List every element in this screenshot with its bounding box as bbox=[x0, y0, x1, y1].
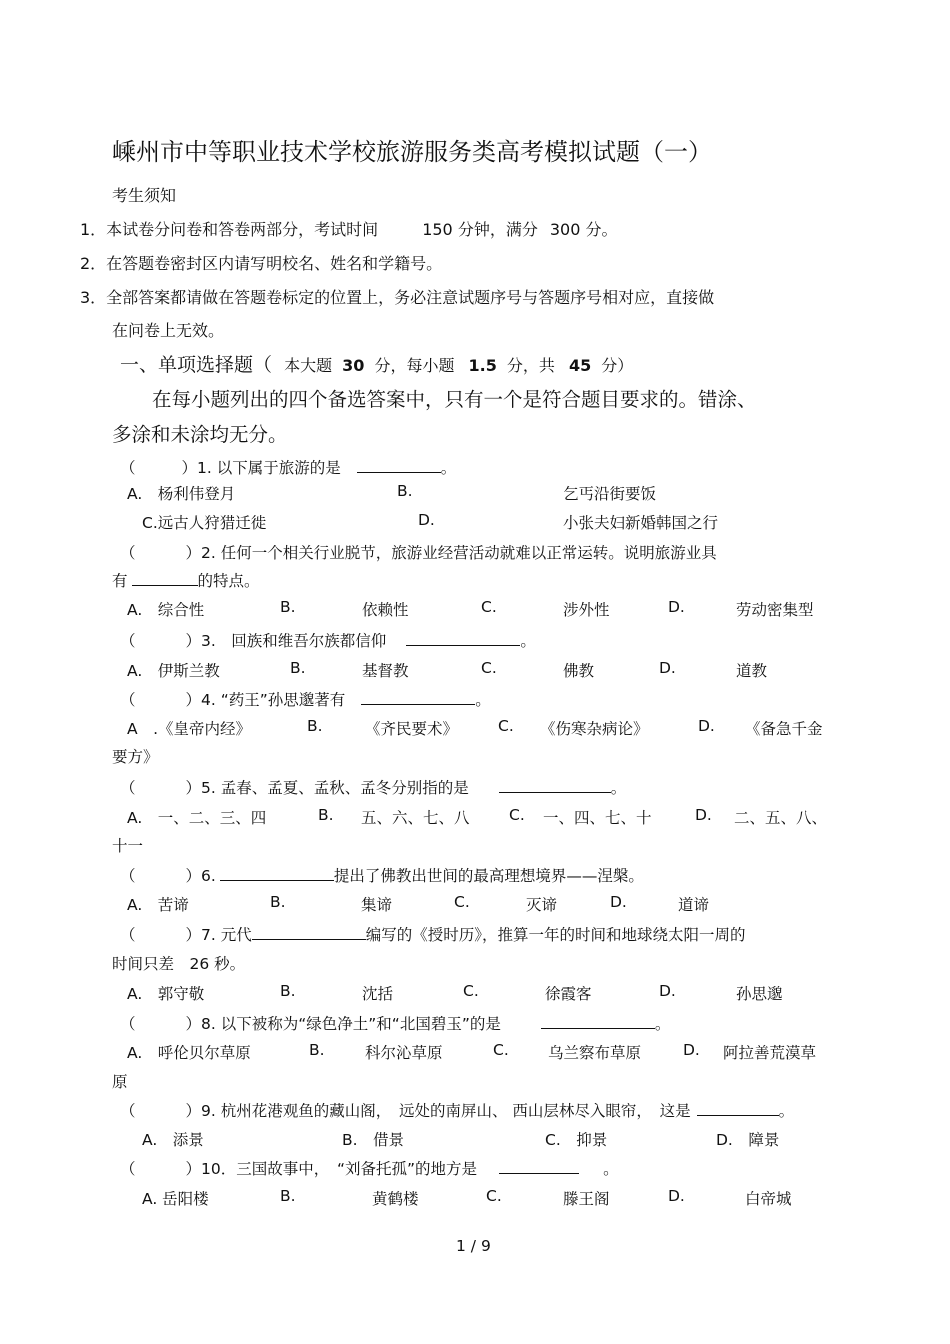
q4-option-d-text: 《备急千金 bbox=[745, 720, 823, 738]
q7-option-b: B. bbox=[280, 982, 296, 1000]
question-2: （ ）2. 任何一个相关行业脱节，旅游业经营活动就难以正常运转。说明旅游业具 bbox=[120, 544, 717, 562]
q6-option-d-text: 道谛 bbox=[678, 896, 710, 914]
q4-option-d-text-cont: 要方》 bbox=[112, 748, 159, 766]
q10-option-b: B. bbox=[280, 1187, 296, 1205]
q7-option-c: C. bbox=[463, 982, 479, 1000]
q8-option-b: B. bbox=[309, 1041, 325, 1059]
q5-option-d-text-cont: 十一 bbox=[112, 837, 144, 855]
question-6: （ ）6. 提出了佛教出世间的最高理想境界——涅槃。 bbox=[120, 864, 644, 886]
q4-option-a: A .《皇帝内经》 bbox=[127, 720, 252, 738]
q2-option-b-text: 依赖性 bbox=[362, 601, 409, 619]
q7-option-c-text: 徐霞客 bbox=[545, 985, 592, 1003]
q3-option-c-text: 佛教 bbox=[563, 662, 595, 680]
q5-option-d: D. bbox=[695, 806, 712, 824]
q6-option-d: D. bbox=[610, 893, 627, 911]
q8-option-c-text: 乌兰察布草原 bbox=[548, 1044, 642, 1062]
q7-option-a: A. 郭守敬 bbox=[127, 985, 205, 1003]
q1-option-b-text: 乞丐沿街要饭 bbox=[563, 485, 657, 503]
question-4: （ ）4. “药王”孙思邈著有 。 bbox=[120, 688, 491, 710]
q10-option-c: C. bbox=[486, 1187, 502, 1205]
question-8: （ ）8. 以下被称为“绿色净土”和“北国碧玉”的是 。 bbox=[120, 1012, 670, 1034]
q9-option-b: B. 借景 bbox=[342, 1131, 405, 1149]
q9-option-c: C. 抑景 bbox=[545, 1131, 608, 1149]
question-3: （ ）3. 回族和维吾尔族都信仰 。 bbox=[120, 629, 536, 651]
q9-option-d: D. 障景 bbox=[716, 1131, 780, 1149]
q8-option-d-text-cont: 原 bbox=[112, 1073, 128, 1091]
q8-option-d-text: 阿拉善荒漠草 bbox=[723, 1044, 817, 1062]
q5-option-b: B. bbox=[318, 806, 334, 824]
q4-option-b: B. bbox=[307, 717, 323, 735]
q1-option-a: A. 杨利伟登月 bbox=[127, 485, 236, 503]
q3-option-a: A. 伊斯兰教 bbox=[127, 662, 220, 680]
question-5: （ ）5. 孟春、孟夏、孟秋、孟冬分别指的是 。 bbox=[120, 776, 626, 798]
q4-option-c: C. bbox=[498, 717, 514, 735]
q5-option-b-text: 五、六、七、八 bbox=[361, 809, 470, 827]
notice-item-3-cont: 在问卷上无效。 bbox=[112, 321, 225, 340]
q2-option-b: B. bbox=[280, 598, 296, 616]
q5-option-d-text: 二、五、八、 bbox=[734, 809, 828, 827]
q6-option-a: A. 苦谛 bbox=[127, 896, 189, 914]
q3-option-b-text: 基督教 bbox=[362, 662, 409, 680]
question-9: （ ）9. 杭州花港观鱼的藏山阁， 远处的南屏山、 西山层林尽入眼帘， 这是 。 bbox=[120, 1099, 794, 1121]
question-10: （ ）10．三国故事中， “刘备托孤”的地方是 。 bbox=[120, 1157, 619, 1179]
q10-option-a: A. 岳阳楼 bbox=[142, 1190, 209, 1208]
q6-option-c: C. bbox=[454, 893, 470, 911]
q9-option-a: A. 添景 bbox=[142, 1131, 204, 1149]
q7-option-b-text: 沈括 bbox=[362, 985, 394, 1003]
q5-option-a: A. 一、二、三、四 bbox=[127, 809, 267, 827]
q10-option-d-text: 白帝城 bbox=[745, 1190, 792, 1208]
page-number: 1 / 9 bbox=[456, 1237, 491, 1255]
page-title: 嵊州市中等职业技术学校旅游服务类高考模拟试题（一） bbox=[112, 138, 712, 166]
section-instruction-1: 在每小题列出的四个备选答案中，只有一个是符合题目要求的。错涂、 bbox=[152, 388, 757, 411]
question-7: （ ）7. 元代 编写的《授时历》，推算一年的时间和地球绕太阳一周的 bbox=[120, 923, 746, 945]
q4-option-c-text: 《伤寒杂病论》 bbox=[540, 720, 649, 738]
q5-option-c: C. bbox=[509, 806, 525, 824]
question-7-cont: 时间只差 26 秒。 bbox=[112, 955, 246, 973]
q1-option-c: C.远古人狩猎迁徙 bbox=[142, 514, 267, 532]
q8-option-b-text: 科尔沁草原 bbox=[365, 1044, 443, 1062]
q8-option-d: D. bbox=[683, 1041, 700, 1059]
q4-option-b-text: 《齐民要术》 bbox=[365, 720, 459, 738]
notice-item-2: 2．在答题卷密封区内请写明校名、姓名和学籍号。 bbox=[80, 254, 443, 273]
q4-option-d: D. bbox=[698, 717, 715, 735]
q5-option-c-text: 一、四、七、十 bbox=[543, 809, 652, 827]
question-1: （ ）1. 以下属于旅游的是 。 bbox=[120, 456, 456, 478]
q2-option-c-text: 涉外性 bbox=[563, 601, 610, 619]
notice-item-1: 1．本试卷分问卷和答卷两部分，考试时间 150 分钟，满分 300 分。 bbox=[80, 220, 618, 239]
notice-heading: 考生须知 bbox=[112, 186, 177, 205]
q10-option-d: D. bbox=[668, 1187, 685, 1205]
q3-option-d: D. bbox=[659, 659, 676, 677]
q10-option-b-text: 黄鹤楼 bbox=[372, 1190, 419, 1208]
section-instruction-2: 多涂和未涂均无分。 bbox=[112, 423, 288, 446]
q10-option-c-text: 滕王阁 bbox=[563, 1190, 610, 1208]
q2-option-c: C. bbox=[481, 598, 497, 616]
section-heading: 一、单项选择题（ 本大题 30 分，每小题 1.5 分，共 45 分） bbox=[120, 354, 634, 376]
q3-option-c: C. bbox=[481, 659, 497, 677]
q6-option-c-text: 灭谛 bbox=[526, 896, 558, 914]
q2-option-a: A. 综合性 bbox=[127, 601, 205, 619]
notice-item-3: 3．全部答案都请做在答题卷标定的位置上，务必注意试题序号与答题序号相对应，直接做 bbox=[80, 288, 715, 307]
q3-option-d-text: 道教 bbox=[736, 662, 768, 680]
q1-option-d-text: 小张夫妇新婚韩国之行 bbox=[563, 514, 719, 532]
q7-option-d-text: 孙思邈 bbox=[736, 985, 783, 1003]
q7-option-d: D. bbox=[659, 982, 676, 1000]
q1-option-d: D. bbox=[418, 511, 435, 529]
q8-option-c: C. bbox=[493, 1041, 509, 1059]
q2-option-d-text: 劳动密集型 bbox=[736, 601, 814, 619]
q1-option-b: B. bbox=[397, 482, 413, 500]
question-2-cont: 有 的特点。 bbox=[112, 569, 260, 591]
q3-option-b: B. bbox=[290, 659, 306, 677]
q6-option-b: B. bbox=[270, 893, 286, 911]
q8-option-a: A. 呼伦贝尔草原 bbox=[127, 1044, 251, 1062]
q6-option-b-text: 集谛 bbox=[361, 896, 393, 914]
q2-option-d: D. bbox=[668, 598, 685, 616]
